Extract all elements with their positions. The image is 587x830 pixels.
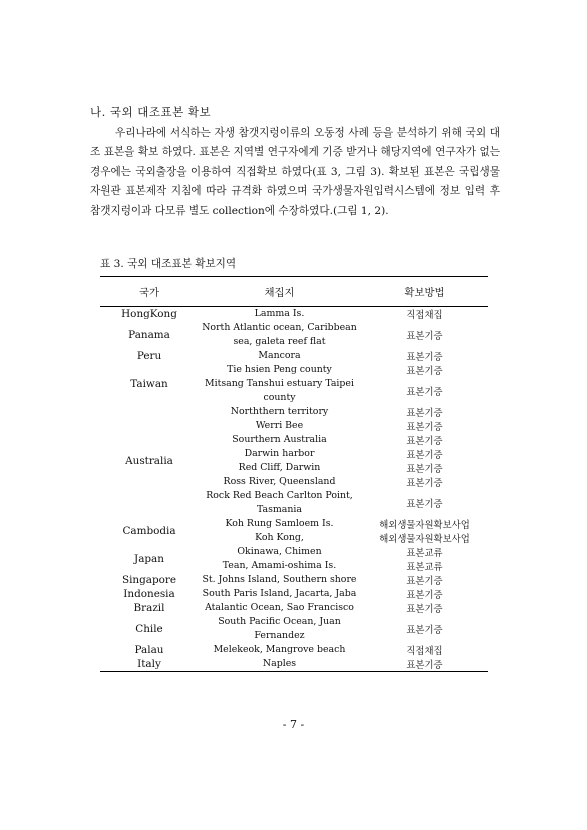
site-cell: Ross River, Queensland xyxy=(223,476,336,487)
site-cell: Koh Rung Samloem Is. xyxy=(225,518,334,529)
table-row-group xyxy=(100,601,488,615)
site-cell: Darwin harbor xyxy=(244,448,315,459)
site-cell: Rock Red Beach Carlton Point, Tasmania xyxy=(206,490,353,515)
table-row xyxy=(198,601,488,615)
method-cell: 표본기증 xyxy=(406,604,443,615)
site-cell: St. Johns Island, Southern shore xyxy=(202,574,357,585)
table-row-group xyxy=(100,615,488,643)
method-cell: 표본기증 xyxy=(406,625,443,636)
header-country: 국가 xyxy=(138,287,160,299)
country-cell: Italy xyxy=(137,658,161,670)
country-cell: Japan xyxy=(134,553,164,565)
method-cell: 직접채집 xyxy=(406,310,443,321)
method-cell: 표본기증 xyxy=(406,450,443,461)
table-row xyxy=(198,307,488,321)
method-cell: 표본기증 xyxy=(406,422,443,433)
site-cell: Mancora xyxy=(258,350,301,361)
site-cell: North Atlantic ocean, Caribbean sea, galeta reef flat xyxy=(202,322,357,347)
body-paragraph xyxy=(90,124,500,221)
table-row xyxy=(198,587,488,601)
method-cell: 표본기증 xyxy=(406,660,443,671)
country-cell: Palau xyxy=(134,644,164,656)
table-row xyxy=(198,531,488,545)
table-row-group xyxy=(100,405,488,517)
country-cell: Australia xyxy=(125,455,173,467)
method-cell: 표본기증 xyxy=(406,408,443,419)
method-cell: 표본기증 xyxy=(406,436,443,447)
table-row-group xyxy=(100,363,488,405)
table-row xyxy=(198,643,488,657)
site-cell: Red Cliff, Darwin xyxy=(238,462,321,473)
method-cell: 표본교류 xyxy=(406,548,443,559)
table-row xyxy=(198,517,488,531)
method-cell: 표본기증 xyxy=(406,366,443,377)
table-row-group xyxy=(100,349,488,363)
specimen-table xyxy=(100,276,488,672)
site-cell: Werri Bee xyxy=(255,420,304,431)
method-cell: 표본기증 xyxy=(406,464,443,475)
site-cell: Norththern territory xyxy=(230,406,329,417)
table-row xyxy=(198,447,488,461)
method-cell: 표본기증 xyxy=(406,478,443,489)
method-cell: 표본교류 xyxy=(406,562,443,573)
country-cell: Peru xyxy=(136,350,162,362)
table-row-group xyxy=(100,657,488,671)
method-cell: 표본기증 xyxy=(406,590,443,601)
country-cell: Panama xyxy=(128,329,170,341)
table-row xyxy=(198,489,488,517)
table-row xyxy=(198,573,488,587)
method-cell: 표본기증 xyxy=(406,352,443,363)
table-row xyxy=(198,433,488,447)
method-cell: 직접채집 xyxy=(406,646,443,657)
header-site: 채집지 xyxy=(264,287,295,299)
table-row xyxy=(198,321,488,349)
country-cell: Chile xyxy=(135,623,163,635)
table-row-group xyxy=(100,573,488,587)
table-row xyxy=(198,559,488,573)
site-cell: Koh Kong, xyxy=(255,532,304,543)
table-row xyxy=(198,377,488,405)
table-row-group xyxy=(100,643,488,657)
site-cell: South Pacific Ocean, Juan Fernandez xyxy=(218,616,341,641)
site-cell: Mitsang Tanshui estuary Taipei county xyxy=(205,378,354,403)
site-cell: Okinawa, Chimen xyxy=(237,546,322,557)
country-cell: Singapore xyxy=(121,574,176,586)
section-heading: 나. 국외 대조표본 확보 xyxy=(90,105,212,119)
country-cell: Cambodia xyxy=(122,525,176,537)
method-cell: 표본기증 xyxy=(406,499,443,510)
page-number: - 7 - xyxy=(282,718,305,731)
country-cell: Taiwan xyxy=(130,378,168,390)
table-row-group xyxy=(100,307,488,321)
table-row xyxy=(198,405,488,419)
method-cell: 표본기증 xyxy=(406,331,443,342)
site-cell: Lamma Is. xyxy=(254,308,305,319)
table-header xyxy=(100,277,488,307)
method-cell: 표본기증 xyxy=(406,387,443,398)
country-cell: Indonesia xyxy=(123,588,175,600)
table-row xyxy=(198,475,488,489)
site-cell: Naples xyxy=(262,658,297,669)
table-body xyxy=(100,307,488,671)
table-row-group xyxy=(100,587,488,601)
table-row xyxy=(198,615,488,643)
table-row xyxy=(198,363,488,377)
site-cell: Melekeok, Mangrove beach xyxy=(213,644,346,655)
table-row-group xyxy=(100,545,488,573)
table-row-group xyxy=(100,517,488,545)
table-caption: 표 3. 국외 대조표본 확보지역 xyxy=(100,258,237,270)
country-cell: Brazil xyxy=(133,602,165,614)
table-row xyxy=(198,349,488,363)
paragraph-text: 우리나라에 서식하는 자생 참갯지렁이류의 오동정 사례 등을 분석하기 위해 국외 대조 표본을 확보 하였다. 표본은 지역별 연구자에게 기증 받거나 해당지역에 연구자가 없는 경우에는 국외출장을 이용하여 직접확보 하였다(표 3, 그림 3). 확보된 표본은 국립생물자원관 표본제작 지침에 따라 규격화 하였으며 국가생물자원입력시스템에 정보 입력 후 참갯지렁이과 다모류 별도 collection에 수장하였다.(그림 1, 2). xyxy=(90,127,500,217)
country-cell: HongKong xyxy=(121,308,177,320)
table-row xyxy=(198,461,488,475)
site-cell: Tie hsien Peng county xyxy=(227,364,332,375)
table-row-group xyxy=(100,321,488,349)
method-cell: 해외생물자원확보사업 xyxy=(379,534,470,545)
method-cell: 표본기증 xyxy=(406,576,443,587)
table-row xyxy=(198,545,488,559)
site-cell: South Paris Island, Jacarta, Jaba xyxy=(202,588,357,599)
site-cell: Atalantic Ocean, Sao Francisco xyxy=(205,602,354,613)
header-method: 확보방법 xyxy=(404,287,445,299)
table-row xyxy=(198,657,488,671)
site-cell: Sourthern Australia xyxy=(232,434,327,445)
method-cell: 해외생물자원확보사업 xyxy=(379,520,470,531)
site-cell: Tean, Amami-oshima Is. xyxy=(222,560,337,571)
table-row xyxy=(198,419,488,433)
